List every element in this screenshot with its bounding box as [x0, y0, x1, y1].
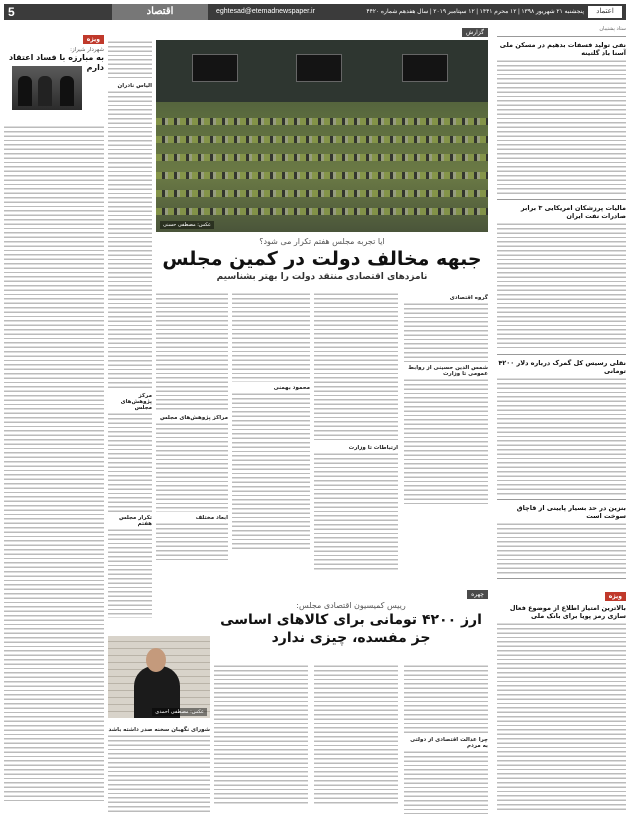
main-body-col-4: [156, 292, 228, 584]
second-subhead-2: چرا عدالت اقتصادی از دولتی به مردم: [410, 737, 488, 749]
main-body-col-2: [314, 292, 398, 584]
left-column-title: به مبارزه با فساد اعتقاد دارم: [9, 53, 104, 72]
brief-3-title: نقلی رسیس کل گمرک درباره دلار ۴۲۰۰ تومانی: [498, 359, 626, 375]
second-body-col-4: [108, 724, 210, 814]
second-tag: چهره: [467, 590, 488, 599]
main-kicker: ایا تجربه مجلس هفتم تکرار می شود؟: [259, 237, 385, 246]
right-column: [497, 26, 626, 816]
brief-2-title: مالیات پرزشکان امریکایی ۳ برابر صادرات نفت ایران: [520, 204, 626, 220]
brief-3-body: [497, 377, 626, 495]
second-headline: ارز ۴۲۰۰ تومانی برای کالاهای اساسی جز مفسده، چیزی ندارد: [220, 612, 482, 646]
second-body-col-2: [314, 664, 398, 814]
brief-5-label: ویژه: [605, 592, 626, 601]
section-title: اقتصاد: [112, 4, 208, 20]
press-conference-photo: [12, 66, 82, 110]
left-column: [4, 26, 104, 816]
second-subhead-1: شورای نگهبان سخنه صدر داشته باشد: [108, 727, 210, 733]
main-body-col-1: [404, 292, 488, 584]
left-column-kicker: شهردار شیراز:: [70, 47, 104, 53]
left-subhead-3: تکرار مجلس هفتم: [118, 515, 152, 527]
second-body-col-3: [214, 664, 308, 814]
brief-1-title: نفی تولید فسفات بدهیم در مسکن ملی آسنا باد گلتینه: [499, 41, 626, 57]
page-header: [4, 4, 626, 20]
main-subhead-5: مراکز پژوهش‌های مجلس: [160, 415, 228, 421]
left-column-body: [4, 125, 104, 801]
second-kicker: رییس کمیسیون اقتصادی مجلس:: [296, 601, 406, 610]
brief-5-title: بالاترین امتیاز اطلاع از موضوع فعال سازی رمز پویا برای بانک ملی: [509, 604, 626, 620]
report-tag: گزارش: [462, 28, 488, 37]
newspaper-logo: اعتماد: [588, 6, 622, 18]
parliament-photo-caption: عکس: مصطفی حسنی: [160, 221, 214, 229]
main-subhead-4: محمود بهمنی: [273, 385, 310, 391]
main-headline: جبهه مخالف دولت در کمین مجلس: [162, 248, 482, 270]
main-body-col-3: [232, 292, 310, 584]
left-subhead-1: الیاس نادران: [117, 83, 152, 89]
section-email: eghtesad@etemadnewspaper.ir: [216, 8, 315, 15]
left-subhead-2: مرکز پژوهش‌های مجلس: [120, 393, 152, 411]
parliament-photo: [156, 40, 488, 232]
second-body-col-1: [404, 664, 488, 814]
brief-4-body: [497, 522, 626, 574]
second-headline-block: [214, 600, 488, 647]
interviewee-photo-caption: عکس: مصطفی احمدی: [152, 708, 207, 716]
interviewee-photo: [108, 636, 210, 718]
left-inner-column: [108, 40, 152, 630]
brief-5-body: [497, 622, 626, 812]
main-subhead-2: شمس الدین حسینی از روابط عمومی تا وزارت: [408, 365, 488, 377]
main-headline-block: [156, 236, 488, 283]
page-number: 5: [8, 5, 15, 19]
brief-1-body: [497, 59, 626, 195]
main-subheadline: نامزدهای اقتصادی منتقد دولت را بهتر بشناسیم: [216, 272, 428, 282]
brief-2-body: [497, 222, 626, 350]
brief-4-title: بنزین در حد بسیار پایینی از قاچاق سوخت است: [516, 504, 626, 520]
left-column-label: ویژه: [83, 35, 104, 44]
main-subhead-3: ارتباطات تا وزارت: [348, 445, 398, 451]
main-subhead-6: ابعاد مختلف: [195, 515, 228, 521]
main-subhead-1: گروه اقتصادی: [449, 295, 488, 301]
issue-date-line: پنجشنبه ۲۱ شهریور ۱۳۹۸ | ۱۲ محرم ۱۴۴۱ | ۱۲ سپتامبر ۲۰۱۹ | سال هفدهم شماره ۴۴۲۰: [366, 9, 584, 15]
right-column-kicker: ستاد پشتیبان: [599, 26, 626, 32]
